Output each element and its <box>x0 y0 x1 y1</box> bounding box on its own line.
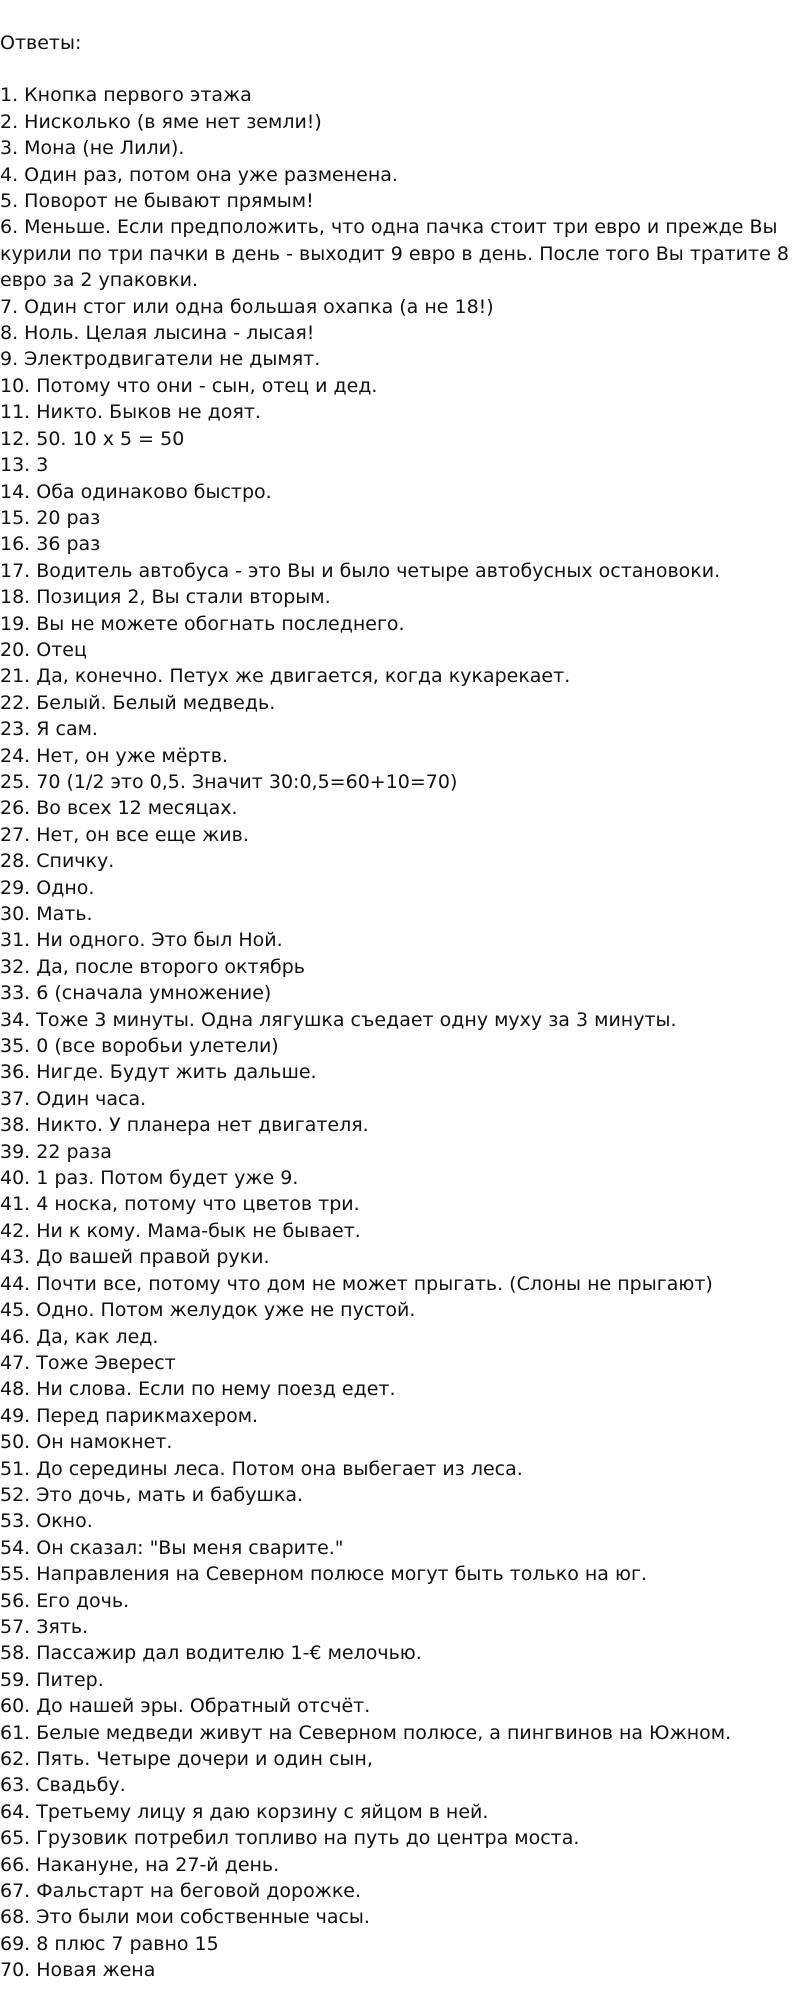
answer-item: 19. Вы не можете обогнать последнего. <box>0 612 405 635</box>
answer-item: 33. 6 (сначала умножение) <box>0 982 272 1005</box>
answer-item: 51. До середины леса. Потом она выбегает из леса. <box>0 1457 523 1480</box>
answers-list <box>0 82 790 1983</box>
answer-item: 39. 22 раза <box>0 1140 112 1163</box>
answer-item: 15. 20 раз <box>0 506 101 529</box>
answer-item: 67. Фальстарт на беговой дорожке. <box>0 1880 362 1903</box>
answer-item: 54. Он сказал: "Вы меня сварите." <box>0 1536 344 1559</box>
answer-item: 68. Это были мои собственные часы. <box>0 1906 370 1929</box>
answer-item: 36. Нигде. Будут жить дальше. <box>0 1061 317 1084</box>
answer-item: 45. Одно. Потом желудок уже не пустой. <box>0 1299 416 1322</box>
answer-item: 34. Тоже 3 минуты. Одна лягушка съедает одну муху за 3 минуты. <box>0 1008 677 1031</box>
answer-item: 23. Я сам. <box>0 718 98 741</box>
answer-item: 7. Один стог или одна большая охапка (а не 18!) <box>0 295 494 318</box>
answer-item: 52. Это дочь, мать и бабушка. <box>0 1483 304 1506</box>
answer-item: 29. Одно. <box>0 876 95 899</box>
answer-item: 10. Потому что они - сын, отец и дед. <box>0 374 378 397</box>
answer-item: 66. Накануне, на 27-й день. <box>0 1853 280 1876</box>
answer-item: 25. 70 (1/2 это 0,5. Значит 30:0,5=60+10=70) <box>0 770 458 793</box>
answer-item: 11. Никто. Быков не доят. <box>0 401 261 424</box>
answer-item: 46. Да, как лед. <box>0 1325 159 1348</box>
answer-item: 53. Окно. <box>0 1510 93 1533</box>
answer-item: 27. Нет, он все еще жив. <box>0 823 249 846</box>
answer-item: 44. Почти все, потому что дом не может прыгать. (Слоны не прыгают) <box>0 1272 713 1295</box>
answer-item: 2. Нисколько (в яме нет земли!) <box>0 110 322 133</box>
answer-item: 17. Водитель автобуса - это Вы и было четыре автобусных остановоки. <box>0 559 721 582</box>
answer-item: 3. Мона (не Лили). <box>0 137 185 160</box>
answer-item: 70. Новая жена <box>0 1959 156 1982</box>
answer-item: 16. 36 раз <box>0 533 101 556</box>
answer-item: 26. Во всех 12 месяцах. <box>0 797 238 820</box>
answer-item: 58. Пассажир дал водителю 1-€ мелочью. <box>0 1642 422 1665</box>
answer-item: 40. 1 раз. Потом будет уже 9. <box>0 1167 299 1190</box>
answer-item: 4. Один раз, потом она уже разменена. <box>0 163 398 186</box>
answer-item: 32. Да, после второго октябрь <box>0 955 305 978</box>
answer-item: 30. Мать. <box>0 903 93 925</box>
answer-item: 8. Ноль. Целая лысина - лысая! <box>0 322 315 345</box>
answer-item: 59. Питер. <box>0 1668 104 1691</box>
answer-item: 69. 8 плюс 7 равно 15 <box>0 1932 219 1955</box>
answer-item: 38. Никто. У планера нет двигателя. <box>0 1114 369 1137</box>
answer-item: 47. Тоже Эверест <box>0 1351 176 1374</box>
answer-item: 9. Электродвигатели не дымят. <box>0 348 321 371</box>
answer-item: 37. Один часа. <box>0 1087 147 1110</box>
answer-item: 22. Белый. Белый медведь. <box>0 691 276 714</box>
answer-item: 63. Свадьбу. <box>0 1774 126 1797</box>
answer-item: 24. Нет, он уже мёртв. <box>0 744 228 767</box>
answer-item: 49. Перед парикмахером. <box>0 1404 259 1427</box>
answer-item: 55. Направления на Северном полюсе могут быть только на юг. <box>0 1563 647 1586</box>
answer-item: 41. 4 носка, потому что цветов три. <box>0 1193 360 1216</box>
answer-item: 20. Отец <box>0 638 87 661</box>
answer-item: 50. Он намокнет. <box>0 1431 173 1454</box>
answer-item: 21. Да, конечно. Петух же двигается, когда кукарекает. <box>0 665 571 688</box>
answers-document <box>0 30 790 1984</box>
answer-item: 28. Спичку. <box>0 850 115 873</box>
answer-item: 6. Меньше. Если предположить, что одна пачка стоит три евро и прежде Вы курили по три пачки в день - выходит 9 евро в день. После того Вы тратите 8 евро за 2 упаковки. <box>0 216 789 292</box>
answer-item: 57. Зять. <box>0 1615 89 1638</box>
answer-item: 1. Кнопка первого этажа <box>0 84 252 107</box>
answer-item: 5. Поворот не бывают прямым! <box>0 190 314 213</box>
answer-item: 61. Белые медведи живут на Северном полюсе, а пингвинов на Южном. <box>0 1721 732 1744</box>
answer-item: 31. Ни одного. Это был Ной. <box>0 929 283 952</box>
answer-item: 65. Грузовик потребил топливо на путь до центра моста. <box>0 1827 580 1850</box>
answer-item: 13. 3 <box>0 454 49 477</box>
answer-item: 56. Его дочь. <box>0 1589 130 1612</box>
answer-item: 14. Оба одинаково быстро. <box>0 480 272 503</box>
answer-item: 35. 0 (все воробьи улетели) <box>0 1035 279 1058</box>
answer-item: 18. Позиция 2, Вы стали вторым. <box>0 586 331 609</box>
answer-item: 60. До нашей эры. Обратный отсчёт. <box>0 1695 371 1718</box>
answer-item: 64. Третьему лицу я даю корзину с яйцом в ней. <box>0 1800 489 1823</box>
answer-item: 48. Ни слова. Если по нему поезд едет. <box>0 1378 396 1401</box>
answer-item: 42. Ни к кому. Мама-бык не бывает. <box>0 1219 361 1242</box>
answer-item: 62. Пять. Четыре дочери и один сын, <box>0 1748 373 1770</box>
answer-item: 12. 50. 10 х 5 = 50 <box>0 427 185 450</box>
answer-item: 43. До вашей правой руки. <box>0 1246 270 1269</box>
answers-heading: Ответы: <box>0 32 82 54</box>
